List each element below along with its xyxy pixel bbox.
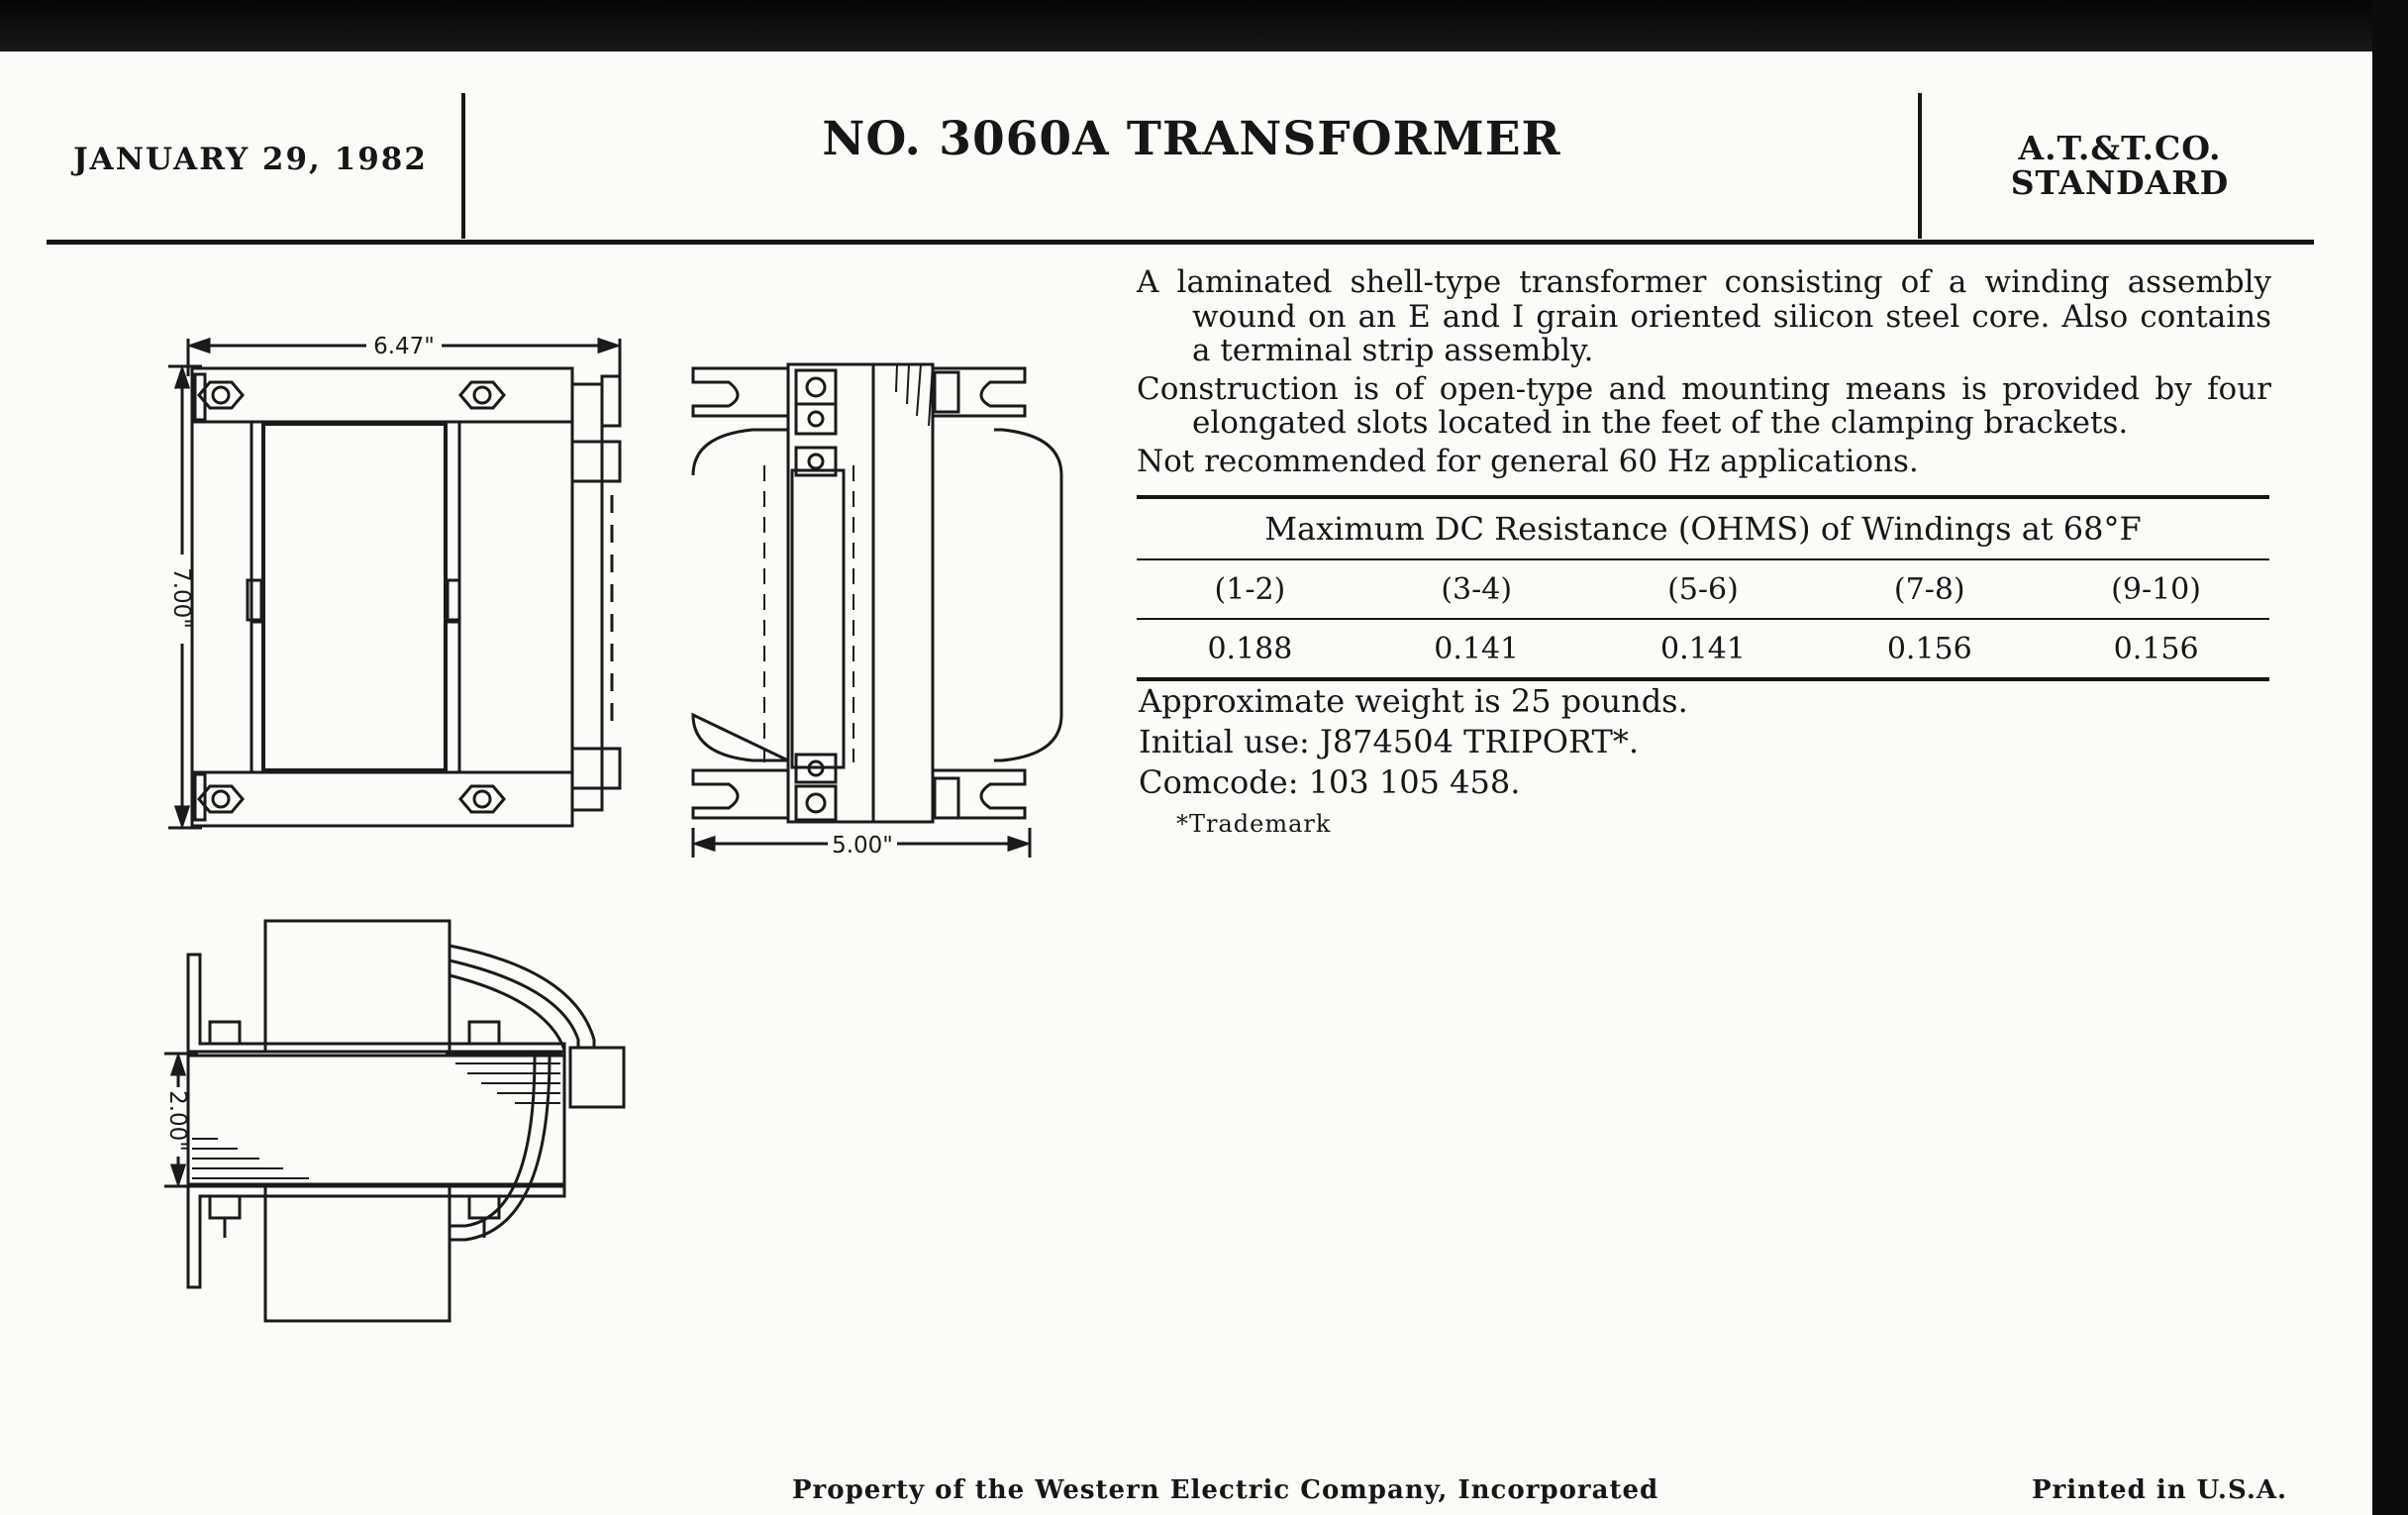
footer-printed: Printed in U.S.A. bbox=[2032, 1475, 2288, 1505]
table-cell: 0.156 bbox=[2113, 631, 2199, 666]
description-paragraph-1: A laminated shell-type transformer consisting of a winding assembly wound on an E and I grain oriented silicon steel core. Also contains a terminal strip assembly. bbox=[1137, 264, 2271, 368]
weight-text: Approximate weight is 25 pounds. bbox=[1139, 682, 1688, 720]
standard-line-1: A.T.&T.CO. bbox=[2018, 129, 2222, 167]
trademark-note: *Trademark bbox=[1176, 810, 1332, 838]
initial-use-text: Initial use: J874504 TRIPORT*. bbox=[1139, 723, 1640, 760]
column-header: (3-4) bbox=[1441, 571, 1513, 607]
table-value-row bbox=[1137, 620, 2269, 677]
page-title: NO. 3060A TRANSFORMER bbox=[822, 112, 1561, 166]
comcode-text: Comcode: 103 105 458. bbox=[1139, 763, 1521, 801]
side-view bbox=[164, 921, 624, 1321]
column-header: (9-10) bbox=[2111, 571, 2201, 607]
height-dimension: 7.00" bbox=[168, 567, 194, 629]
footer-property: Property of the Western Electric Company, Incorporated bbox=[792, 1475, 1659, 1505]
details bbox=[1139, 681, 1688, 803]
table-caption: Maximum DC Resistance (OHMS) of Windings at 68°F bbox=[1264, 510, 2142, 548]
table-cell: 0.188 bbox=[1207, 631, 1293, 666]
description bbox=[1137, 265, 2271, 482]
front-view bbox=[168, 334, 620, 828]
resistance-table bbox=[1137, 495, 2269, 681]
table-cell: 0.141 bbox=[1434, 631, 1520, 666]
table-header-row bbox=[1137, 560, 2269, 618]
issue-date: JANUARY 29, 1982 bbox=[73, 142, 428, 177]
column-header: (5-6) bbox=[1667, 571, 1739, 607]
table-cell: 0.156 bbox=[1886, 631, 1972, 666]
description-paragraph-2: Construction is of open-type and mounting means is provided by four elongated slots located in the feet of the clamping brackets. bbox=[1137, 370, 2271, 441]
side-dimension: 2.00" bbox=[164, 1090, 190, 1152]
description-paragraph-3: Not recommended for general 60 Hz applications. bbox=[1137, 443, 1919, 479]
column-header: (1-2) bbox=[1214, 571, 1286, 607]
depth-dimension: 5.00" bbox=[832, 833, 893, 858]
standard-line-2: STANDARD bbox=[2010, 163, 2230, 202]
width-dimension: 6.47" bbox=[373, 334, 435, 359]
table-cell: 0.141 bbox=[1660, 631, 1746, 666]
end-view bbox=[693, 364, 1061, 858]
column-header: (7-8) bbox=[1893, 571, 1965, 607]
